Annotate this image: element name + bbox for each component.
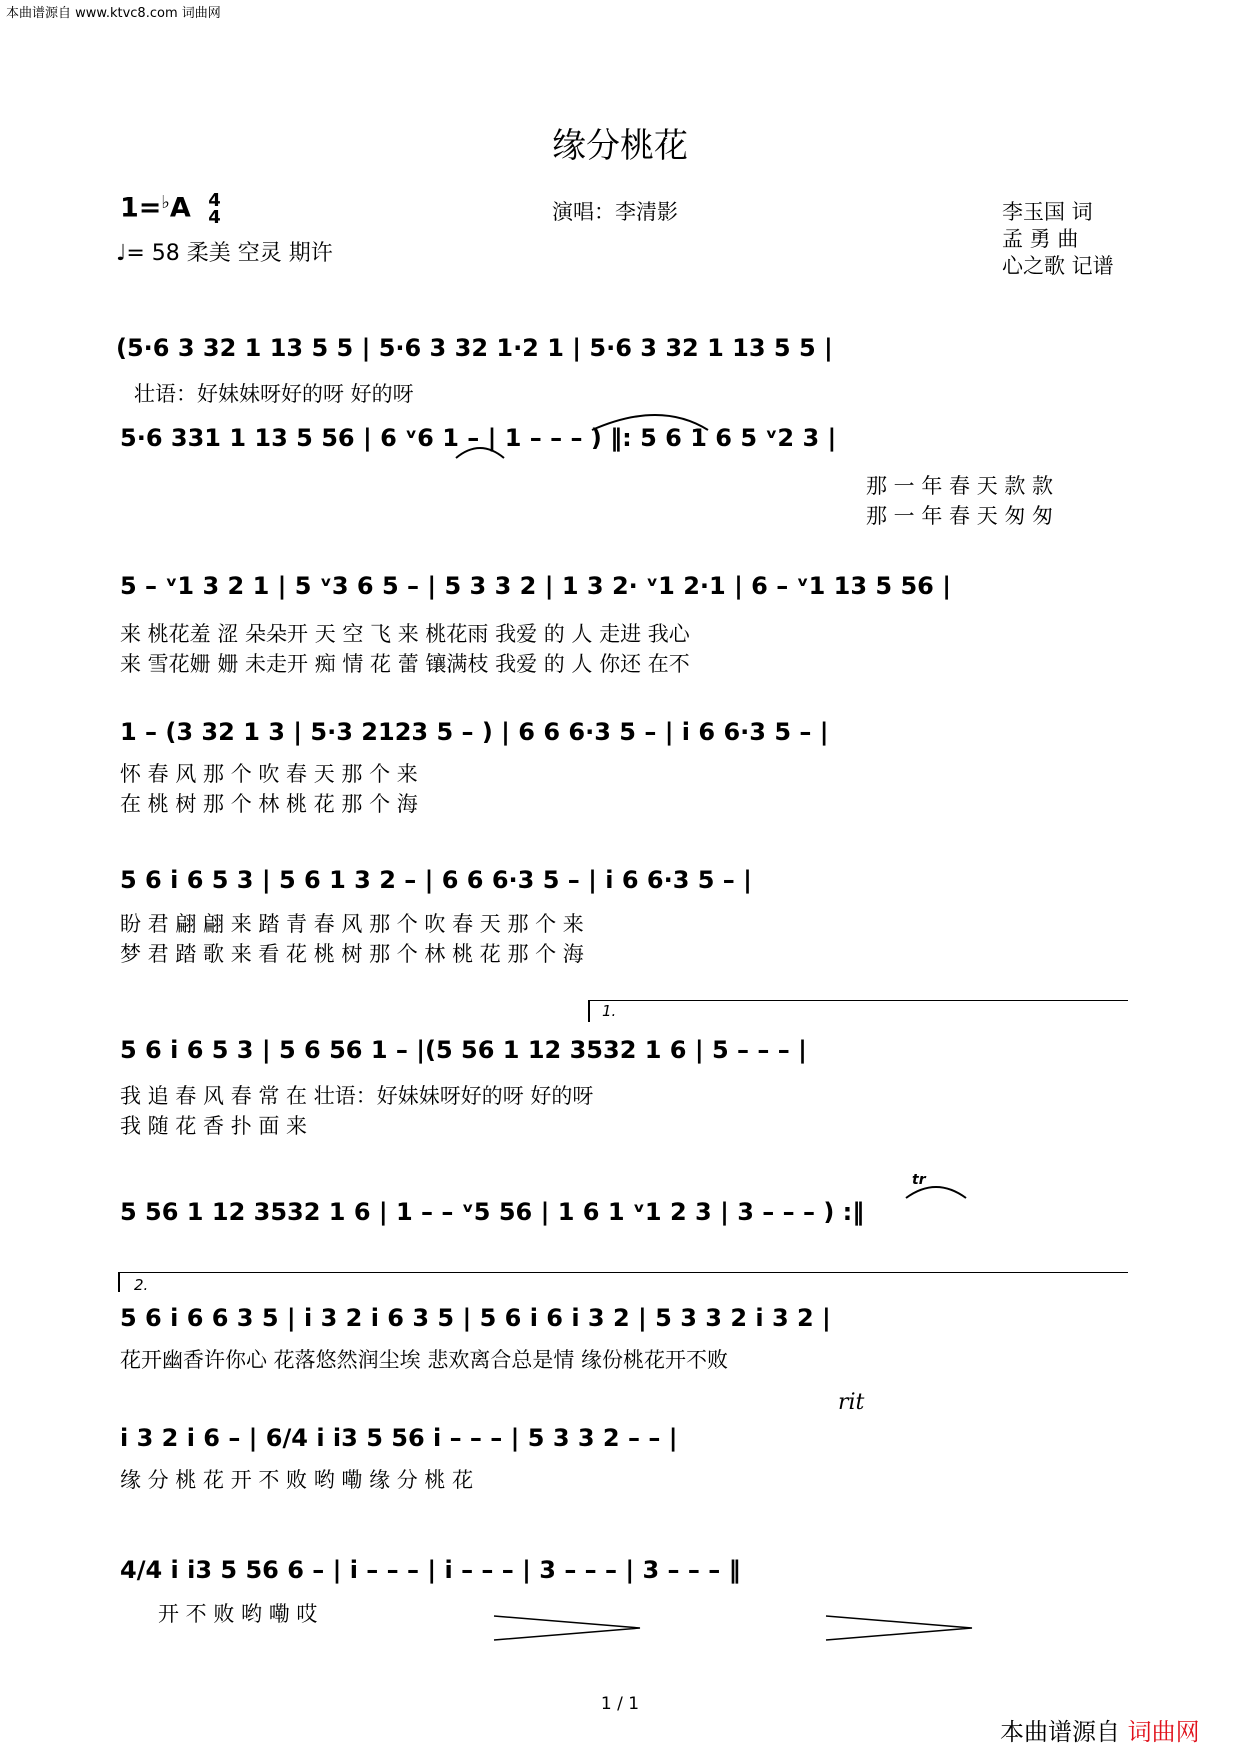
system-2-lyric-1: 那 一 年 春 天 款 款 (866, 474, 1054, 498)
time-sig-top: 4 (208, 190, 221, 211)
system-3-notes: 5 – ᵛ1 3 2 1 | 5 ᵛ3 6 5 – | 5 3 3 2 | 1 3 2· ᵛ1 2·1 | 6 – ᵛ1 13 5 56 | (120, 572, 951, 600)
key-note: A (169, 192, 191, 224)
system-7-notes: 5 56 1 12 3532 1 6 | 1 – – ᵛ5 56 | 1 6 1 ᵛ1 2 3 | 3 – – – ) :‖ (120, 1198, 865, 1226)
trill-mark: tr (912, 1172, 926, 1188)
system-6-lyric-1: 我 追 春 风 春 常 在 壮语：好妹妹呀好的呀 好的呀 (120, 1084, 594, 1108)
system-9-lyric-1: 缘 分 桃 花 开 不 败 哟 嘞 缘 分 桃 花 (120, 1468, 474, 1492)
singer-credit: 演唱：李清影 (552, 200, 678, 224)
system-5-lyric-1: 盼 君 翩 翩 来 踏 青 春 风 那 个 吹 春 天 那 个 来 (120, 912, 584, 936)
slur-1 (456, 448, 504, 458)
slur-2 (592, 415, 708, 430)
trill-slur (906, 1187, 966, 1198)
page-number: 1 / 1 (600, 1694, 640, 1714)
ritardando-mark: rit (838, 1390, 865, 1415)
system-3-lyric-2: 来 雪花姗 姗 未走开 痴 情 花 蕾 镶满枝 我爱 的 人 你还 在不 (120, 652, 690, 676)
watermark-top: 本曲谱源自 www.ktvc8.com 词曲网 (6, 6, 221, 21)
system-8-lyric-1: 花开幽香许你心 花落悠然润尘埃 悲欢离合总是情 缘份桃花开不败 (120, 1348, 729, 1372)
system-10-lyric-1: 开 不 败 哟 嘞 哎 (158, 1602, 318, 1626)
volta-2-label: 2. (134, 1276, 149, 1294)
watermark-bottom-left: 本曲谱源自 (1000, 1718, 1120, 1746)
composer-credit: 孟 勇 曲 (1002, 227, 1079, 251)
system-1-lyric-1: 壮语：好妹妹呀好的呀 好的呀 (134, 382, 414, 406)
system-2-lyric-2: 那 一 年 春 天 匆 匆 (866, 504, 1054, 528)
tempo-marking: ♩= 58 柔美 空灵 期许 (116, 241, 333, 266)
system-6-notes: 5 6 i 6 5 3 | 5 6 56 1 – |(5 56 1 12 3532 1 6 | 5 – – – | (120, 1036, 807, 1064)
system-10-notes: 4/4 i i3 5 56 6 – | i – – – | i – – – | 3 – – – | 3 – – – ‖ (120, 1556, 741, 1584)
system-3-lyric-1: 来 桃花羞 涩 朵朵开 天 空 飞 来 桃花雨 我爱 的 人 走进 我心 (120, 622, 690, 646)
system-4-lyric-1: 怀 春 风 那 个 吹 春 天 那 个 来 (120, 762, 418, 786)
time-sig-bottom: 4 (208, 207, 221, 228)
system-5-lyric-2: 梦 君 踏 歌 来 看 花 桃 树 那 个 林 桃 花 那 个 海 (120, 942, 584, 966)
crescendo-hairpin-2 (826, 1616, 972, 1640)
system-2-notes: 5·6 331 1 13 5 56 | 6 ᵛ6 1 – | 1 – – – ) ‖: 5 6 1 6 5 ᵛ2 3 | (120, 424, 837, 452)
volta-1-label: 1. (602, 1002, 617, 1020)
crescendo-hairpin-1 (494, 1616, 640, 1640)
lyricist-credit: 李玉国 词 (1002, 200, 1093, 224)
system-6-lyric-2: 我 随 花 香 扑 面 来 (120, 1114, 308, 1138)
system-9-notes: i 3 2 i 6 – | 6/4 i i3 5 56 i – – – | 5 3 3 2 – – | (120, 1424, 678, 1452)
watermark-bottom-right: 词曲网 (1127, 1718, 1200, 1746)
page-title: 缘分桃花 (552, 126, 688, 166)
flat-sign: ♭ (161, 192, 170, 213)
system-5-notes: 5 6 i 6 5 3 | 5 6 1 3 2 – | 6 6 6·3 5 – | i 6 6·3 5 – | (120, 866, 752, 894)
system-4-notes: 1 – (3 32 1 3 | 5·3 2123 5 – ) | 6 6 6·3 5 – | i 6 6·3 5 – | (120, 718, 829, 746)
system-1-notes: (5·6 3 32 1 13 5 5 | 5·6 3 32 1·2 1 | 5·6 3 32 1 13 5 5 | (116, 334, 833, 362)
system-8-notes: 5 6 i 6 6 3 5 | i 3 2 i 6 3 5 | 5 6 i 6 i 3 2 | 5 3 3 2 i 3 2 | (120, 1304, 831, 1332)
watermark-bottom (1000, 1712, 1200, 1747)
system-4-lyric-2: 在 桃 树 那 个 林 桃 花 那 个 海 (120, 792, 418, 816)
transcriber-credit: 心之歌 记谱 (1002, 254, 1114, 278)
key-prefix: 1= (120, 192, 162, 224)
